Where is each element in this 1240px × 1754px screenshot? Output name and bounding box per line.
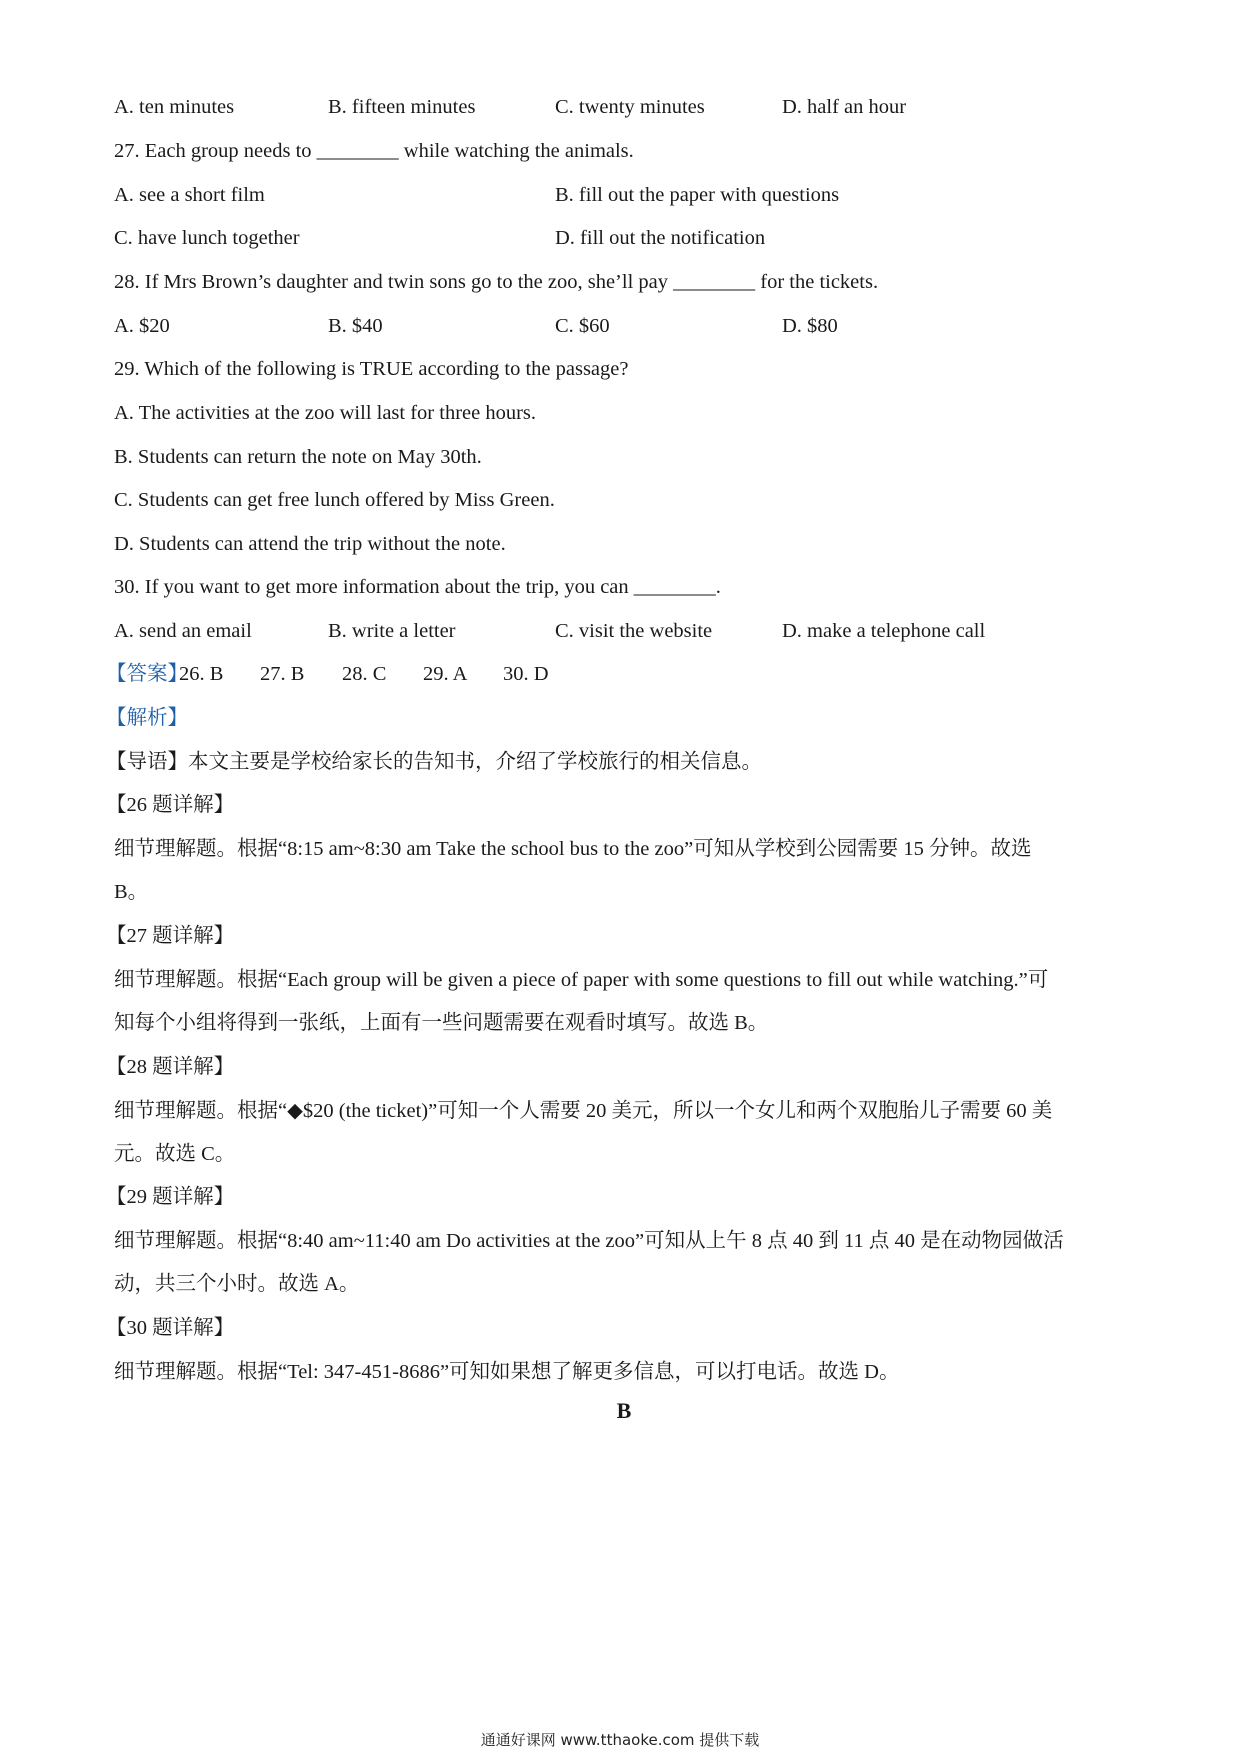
q26-option-b: B. fifteen minutes [328,96,476,118]
q26-option-d: D. half an hour [782,96,907,118]
q30-stem: 30. If you want to get more information about the trip, you can ________. [114,576,721,598]
detail-text-29-line2: 动，共三个小时。故选 A。 [114,1273,360,1295]
q26-option-a: A. ten minutes [114,96,235,118]
detail-text-26-line2: B。 [114,881,149,903]
q27-option-d: D. fill out the notification [555,227,766,249]
answer-item: 26. B [179,663,224,685]
q27-stem: 27. Each group needs to ________ while watching the animals. [114,140,634,162]
detail-text-27-line1: 细节理解题。根据“Each group will be given a piece of paper with some questions to fill out while watching.”可 [114,969,1049,991]
q28-option-c: C. $60 [555,315,610,337]
detail-text-28-line1: 细节理解题。根据“◆$20 (the ticket)”可知一个人需要 20 美元，所以一个女儿和两个双胞胎儿子需要 60 美 [114,1100,1053,1122]
q28-stem: 28. If Mrs Brown’s daughter and twin sons go to the zoo, she’ll pay ________ for the tickets. [114,271,879,293]
q26-options [114,93,1134,121]
q27-option-c: C. have lunch together [114,227,300,249]
answer-item: 27. B [260,663,305,685]
analysis-label: 【解析】 [106,707,188,729]
q30-option-d: D. make a telephone call [782,620,986,642]
q27-option-b: B. fill out the paper with questions [555,184,840,206]
q27-options-row1 [114,181,1134,209]
detail-heading-26: 【26 题详解】 [106,794,235,816]
q27-options-row2 [114,224,1134,252]
q30-option-a: A. send an email [114,620,252,642]
answer-item: 30. D [503,663,549,685]
answer-row [106,660,1134,688]
q28-option-d: D. $80 [782,315,838,337]
q29-option-b: B. Students can return the note on May 30th. [114,446,482,468]
q28-option-a: A. $20 [114,315,170,337]
detail-heading-28: 【28 题详解】 [106,1056,235,1078]
detail-text-30-line1: 细节理解题。根据“Tel: 347-451-8686”可知如果想了解更多信息，可以打电话。故选 D。 [114,1361,900,1383]
detail-text-26-line1: 细节理解题。根据“8:15 am~8:30 am Take the school bus to the zoo”可知从学校到公园需要 15 分钟。故选 [114,838,1032,860]
answer-label: 【答案】 [106,663,188,685]
detail-heading-29: 【29 题详解】 [106,1186,235,1208]
q30-option-b: B. write a letter [328,620,456,642]
q30-option-c: C. visit the website [555,620,713,642]
q28-option-b: B. $40 [328,315,383,337]
q29-option-a: A. The activities at the zoo will last for three hours. [114,402,537,424]
detail-heading-30: 【30 题详解】 [106,1317,235,1339]
detail-heading-27: 【27 题详解】 [106,925,235,947]
q29-option-c: C. Students can get free lunch offered by Miss Green. [114,489,555,511]
q29-stem: 29. Which of the following is TRUE according to the passage? [114,358,629,380]
q28-options [114,312,1134,340]
footer-watermark: 通通好课网 www.tthaoke.com 提供下载 [480,1731,760,1749]
answer-item: 28. C [342,663,387,685]
q26-option-c: C. twenty minutes [555,96,705,118]
q27-option-a: A. see a short film [114,184,265,206]
detail-text-29-line1: 细节理解题。根据“8:40 am~11:40 am Do activities at the zoo”可知从上午 8 点 40 到 11 点 40 是在动物园做活 [114,1230,1064,1252]
detail-text-28-line2: 元。故选 C。 [114,1143,236,1165]
guide-text: 【导语】本文主要是学校给家长的告知书，介绍了学校旅行的相关信息。 [106,751,762,773]
q30-options [114,617,1134,645]
detail-text-27-line2: 知每个小组将得到一张纸，上面有一些问题需要在观看时填写。故选 B。 [114,1012,769,1034]
q29-option-d: D. Students can attend the trip without the note. [114,533,506,555]
section-b-heading: B [616,1398,632,1423]
answer-item: 29. A [423,663,468,685]
